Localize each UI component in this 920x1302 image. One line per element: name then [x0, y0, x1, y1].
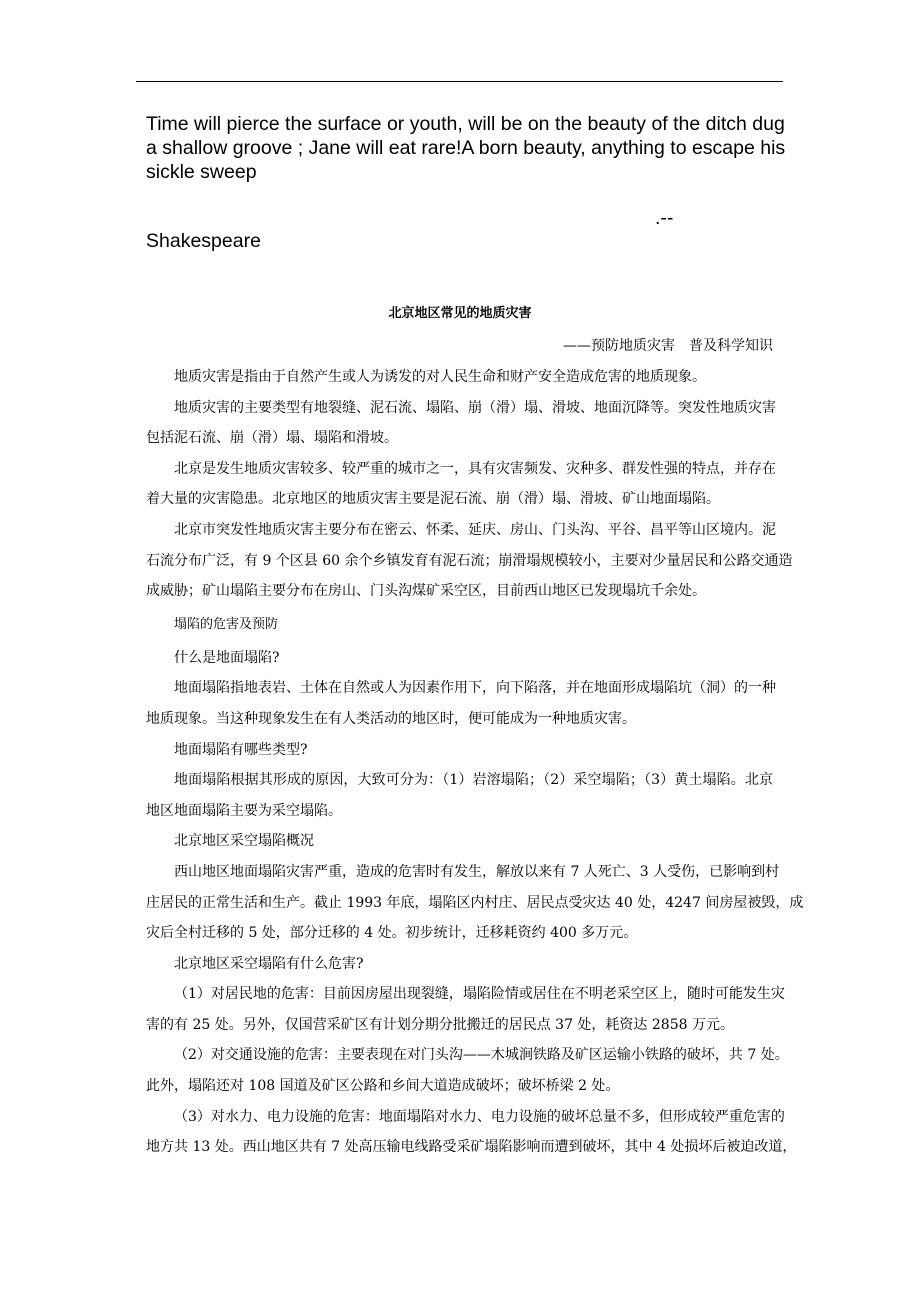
paragraph-line: 成威胁；矿山塌陷主要分布在房山、门头沟煤矿采空区，目前西山地区已发现塌坑千余处。	[146, 583, 706, 600]
paragraph-line: 地面塌陷指地表岩、土体在自然或人为因素作用下，向下陷落，并在地面形成塌陷坑（洞）的一种	[174, 680, 776, 697]
quote-text: Time will pierce the surface or youth, will be on the beauty of the ditch dug a shallow groove ; Jane will eat rare!A born beauty, anything to escape his sickle sweep	[146, 113, 786, 183]
paragraph-line: 着大量的灾害隐患。北京地区的地质灾害主要是泥石流、崩（滑）塌、滑坡、矿山地面塌陷。	[146, 491, 720, 508]
paragraph-line: 地质灾害是指由于自然产生或人为诱发的对人民生命和财产安全造成危害的地质现象。	[174, 369, 706, 385]
paragraph-line: 地质灾害的主要类型有地裂缝、泥石流、塌陷、崩（滑）塌、滑坡、地面沉降等。突发性地质灾害	[174, 399, 776, 416]
quote-author: Shakespeare	[146, 230, 261, 252]
paragraph	[146, 393, 776, 454]
header-rule	[136, 81, 783, 82]
heading-text: 什么是地面塌陷?	[174, 649, 280, 666]
paragraph	[146, 1102, 797, 1163]
paragraph-line: 地质现象。当这种现象发生在有人类活动的地区时，便可能成为一种地质灾害。	[146, 710, 636, 727]
section-heading	[146, 826, 773, 857]
paragraph-line: 北京市突发性地质灾害主要分布在密云、怀柔、延庆、房山、门头沟、平谷、昌平等山区境内。泥	[174, 521, 776, 538]
paragraph-line: 北京是发生地质灾害较多、较严重的城市之一，具有灾害频发、灾种多、群发性强的特点，并存在	[174, 460, 776, 477]
heading-text: 北京地区采空塌陷有什么危害?	[174, 955, 364, 972]
paragraph-line: 地面塌陷根据其形成的原因，大致可分为：（1）岩溶塌陷；（2）采空塌陷；（3）黄土塌陷。北京	[174, 772, 773, 789]
article-body	[146, 362, 804, 1163]
paragraph-line: 包括泥石流、崩（滑）塌、塌陷和滑坡。	[146, 430, 398, 447]
paragraph	[146, 673, 776, 734]
paragraph	[146, 515, 793, 607]
article-title: 北京地区常见的地质灾害	[388, 306, 532, 321]
paragraph-line: （3）对水力、电力设施的危害：地面塌陷对水力、电力设施的破坏总量不多，但形成较严重危害的	[174, 1108, 785, 1125]
paragraph	[146, 1040, 789, 1101]
paragraph-line: 害的有 25 处。另外，仅国营采矿区有计划分期分批搬迁的居民点 37 处，耗资达 2858 万元。	[146, 1016, 734, 1033]
paragraph	[146, 765, 773, 826]
paragraph-line: 石流分布广泛，有 9 个区县 60 余个乡镇发育有泥石流；崩滑塌规模较小，主要对少量居民和公路交通造	[146, 552, 793, 569]
section-heading	[146, 607, 773, 643]
paragraph-line: 地方共 13 处。西山地区共有 7 处高压输电线路受采矿塌陷影响而遭到破坏，其中 4 处损坏后被迫改道，	[146, 1139, 797, 1156]
paragraph	[146, 857, 804, 949]
heading-text: 塌陷的危害及预防	[174, 616, 279, 632]
paragraph-line: 地区地面塌陷主要为采空塌陷。	[146, 802, 342, 819]
paragraph	[146, 362, 773, 393]
paragraph	[146, 979, 785, 1040]
paragraph-line: 庄居民的正常生活和生产。截止 1993 年底，塌陷区内村庄、居民点受灾达 40 处，4247 间房屋被毁，成	[146, 894, 804, 911]
paragraph-line: 西山地区地面塌陷灾害严重，造成的危害时有发生，解放以来有 7 人死亡、3 人受伤，已影响到村	[174, 863, 780, 880]
section-heading	[146, 949, 773, 980]
paragraph-line: （2）对交通设施的危害：主要表现在对门头沟——木城涧铁路及矿区运输小铁路的破坏，共 7 处。	[174, 1047, 789, 1064]
paragraph-line: 此外，塌陷还对 108 国道及矿区公路和乡间大道造成破坏；破坏桥梁 2 处。	[146, 1078, 620, 1095]
heading-text: 北京地区采空塌陷概况	[174, 833, 314, 850]
quote-dash: .--	[655, 207, 674, 229]
paragraph-line: （1）对居民地的危害：目前因房屋出现裂缝，塌陷险情或居住在不明老采空区上，随时可能发生灾	[174, 986, 785, 1003]
section-heading	[146, 735, 773, 766]
paragraph	[146, 454, 776, 515]
heading-text: 地面塌陷有哪些类型?	[174, 741, 308, 758]
article-subtitle: ——预防地质灾害 普及科学知识	[563, 338, 773, 354]
section-heading	[146, 643, 773, 674]
paragraph-line: 灾后全村迁移的 5 处，部分迁移的 4 处。初步统计，迁移耗资约 400 多万元。	[146, 925, 638, 942]
